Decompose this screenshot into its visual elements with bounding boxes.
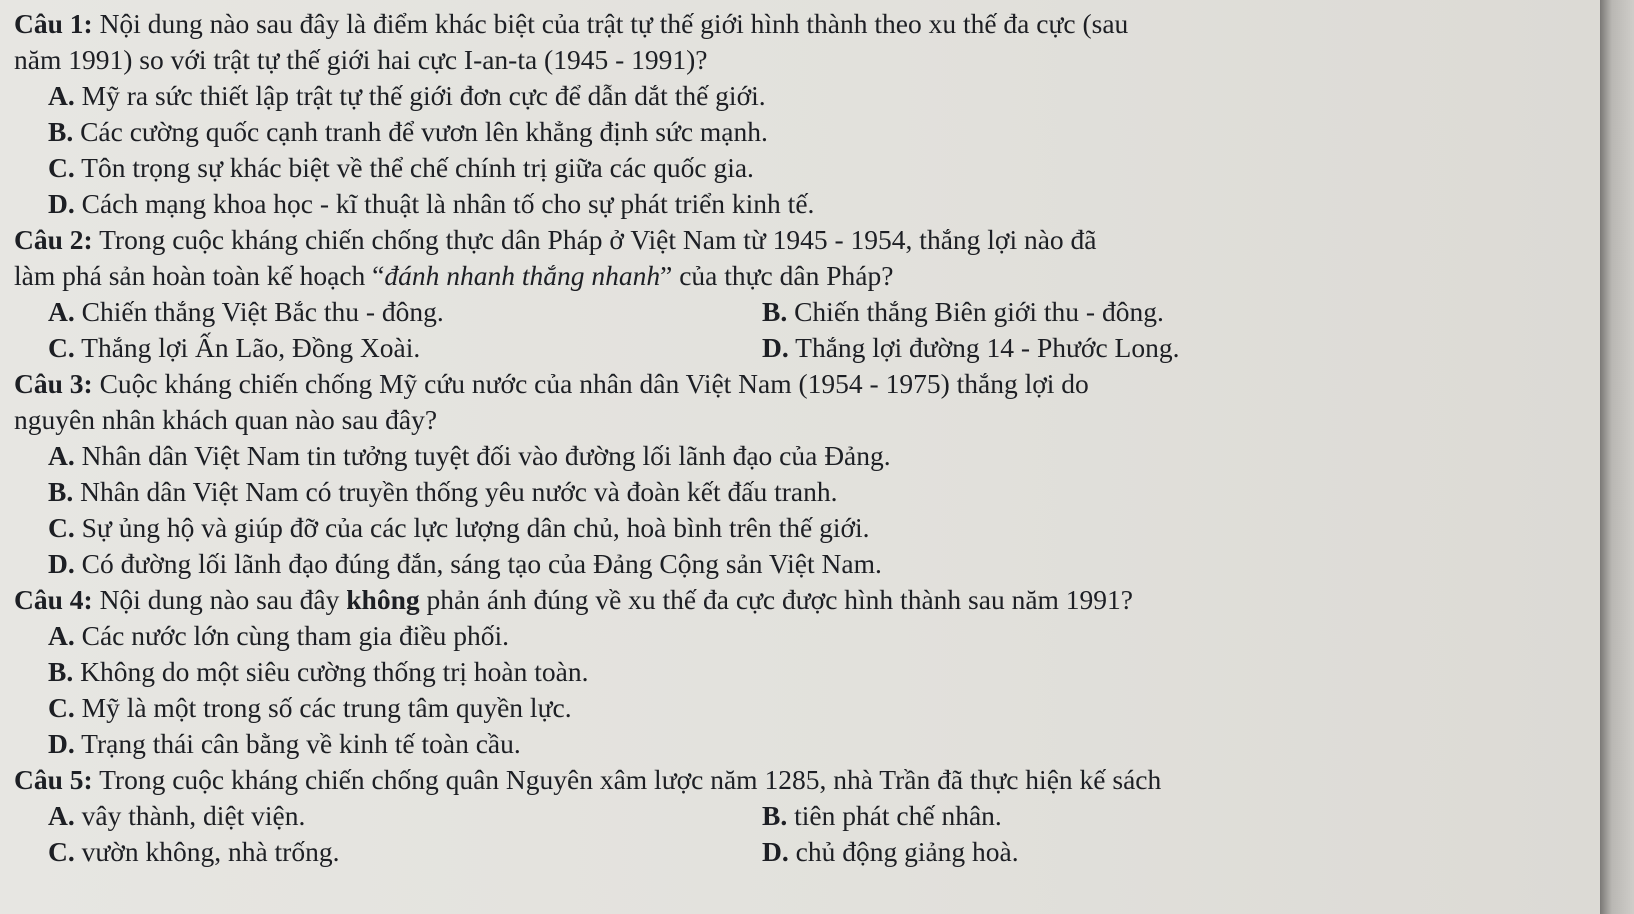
question-number: Câu 1: — [14, 8, 93, 39]
option-a: A. vây thành, diệt viện. — [48, 800, 306, 831]
option-d: D. Trạng thái cân bằng về kinh tế toàn cầu. — [48, 728, 521, 759]
emphasis-word: không — [346, 584, 420, 615]
question-2 — [14, 222, 1454, 366]
question-number: Câu 5: — [14, 764, 93, 795]
question-number: Câu 2: — [14, 224, 93, 255]
question-text: Trong cuộc kháng chiến chống quân Nguyên xâm lược năm 1285, nhà Trần đã thực hiện kế sách — [99, 764, 1162, 795]
option-c: C. Mỹ là một trong số các trung tâm quyền lực. — [48, 692, 572, 723]
question-stem — [14, 366, 1454, 402]
question-number: Câu 3: — [14, 368, 93, 399]
option-c: C. Sự ủng hộ và giúp đỡ của các lực lượng dân chủ, hoà bình trên thế giới. — [48, 512, 870, 543]
option-b: B. tiên phát chế nhân. — [762, 800, 1002, 831]
option-row — [14, 834, 1454, 870]
question-text-cont: làm phá sản hoàn toàn kế hoạch “đánh nhanh thắng nhanh” của thực dân Pháp? — [14, 260, 894, 291]
question-text: Cuộc kháng chiến chống Mỹ cứu nước của nhân dân Việt Nam (1954 - 1975) thắng lợi do — [99, 368, 1089, 399]
option-c: C. Thắng lợi Ấn Lão, Đồng Xoài. — [48, 332, 421, 363]
question-3 — [14, 366, 1454, 582]
question-stem — [14, 6, 1454, 42]
question-stem — [14, 762, 1454, 798]
question-stem: Câu 4: Nội dung nào sau đây không phản ánh đúng về xu thế đa cực được hình thành sau năm 1991? — [14, 584, 1133, 615]
question-text-cont: năm 1991) so với trật tự thế giới hai cực I-an-ta (1945 - 1991)? — [14, 44, 708, 75]
question-stem — [14, 222, 1454, 258]
question-text: Nội dung nào sau đây là điểm khác biệt của trật tự thế giới hình thành theo xu thế đa cực (sau — [99, 8, 1129, 39]
question-text: Trong cuộc kháng chiến chống thực dân Pháp ở Việt Nam từ 1945 - 1954, thắng lợi nào đã — [99, 224, 1097, 255]
page-edge-shadow — [1600, 0, 1634, 914]
option-b: B. Không do một siêu cường thống trị hoàn toàn. — [48, 656, 589, 687]
option-d: D. Cách mạng khoa học - kĩ thuật là nhân tố cho sự phát triển kinh tế. — [48, 188, 815, 219]
option-a: A. Các nước lớn cùng tham gia điều phối. — [48, 620, 509, 651]
option-a: A. Mỹ ra sức thiết lập trật tự thế giới đơn cực để dẫn dắt thế giới. — [48, 80, 766, 111]
option-row — [14, 798, 1454, 834]
option-b: B. Các cường quốc cạnh tranh để vươn lên khẳng định sức mạnh. — [48, 116, 768, 147]
option-c: C. vườn không, nhà trống. — [48, 836, 340, 867]
question-number: Câu 4: — [14, 584, 93, 615]
question-text-cont: nguyên nhân khách quan nào sau đây? — [14, 404, 438, 435]
option-a: A. Chiến thắng Việt Bắc thu - đông. — [48, 296, 444, 327]
option-row — [14, 294, 1454, 330]
question-5 — [14, 762, 1454, 870]
option-d: D. chủ động giảng hoà. — [762, 836, 1019, 867]
question-4 — [14, 582, 1454, 762]
option-d: D. Thắng lợi đường 14 - Phước Long. — [762, 332, 1180, 363]
option-c: C. Tôn trọng sự khác biệt về thể chế chính trị giữa các quốc gia. — [48, 152, 754, 183]
option-d: D. Có đường lối lãnh đạo đúng đắn, sáng tạo của Đảng Cộng sản Việt Nam. — [48, 548, 882, 579]
option-b: B. Nhân dân Việt Nam có truyền thống yêu nước và đoàn kết đấu tranh. — [48, 476, 838, 507]
exam-content — [14, 6, 1454, 870]
question-1 — [14, 6, 1454, 222]
option-a: A. Nhân dân Việt Nam tin tưởng tuyệt đối vào đường lối lãnh đạo của Đảng. — [48, 440, 891, 471]
option-row — [14, 330, 1454, 366]
option-b: B. Chiến thắng Biên giới thu - đông. — [762, 296, 1164, 327]
